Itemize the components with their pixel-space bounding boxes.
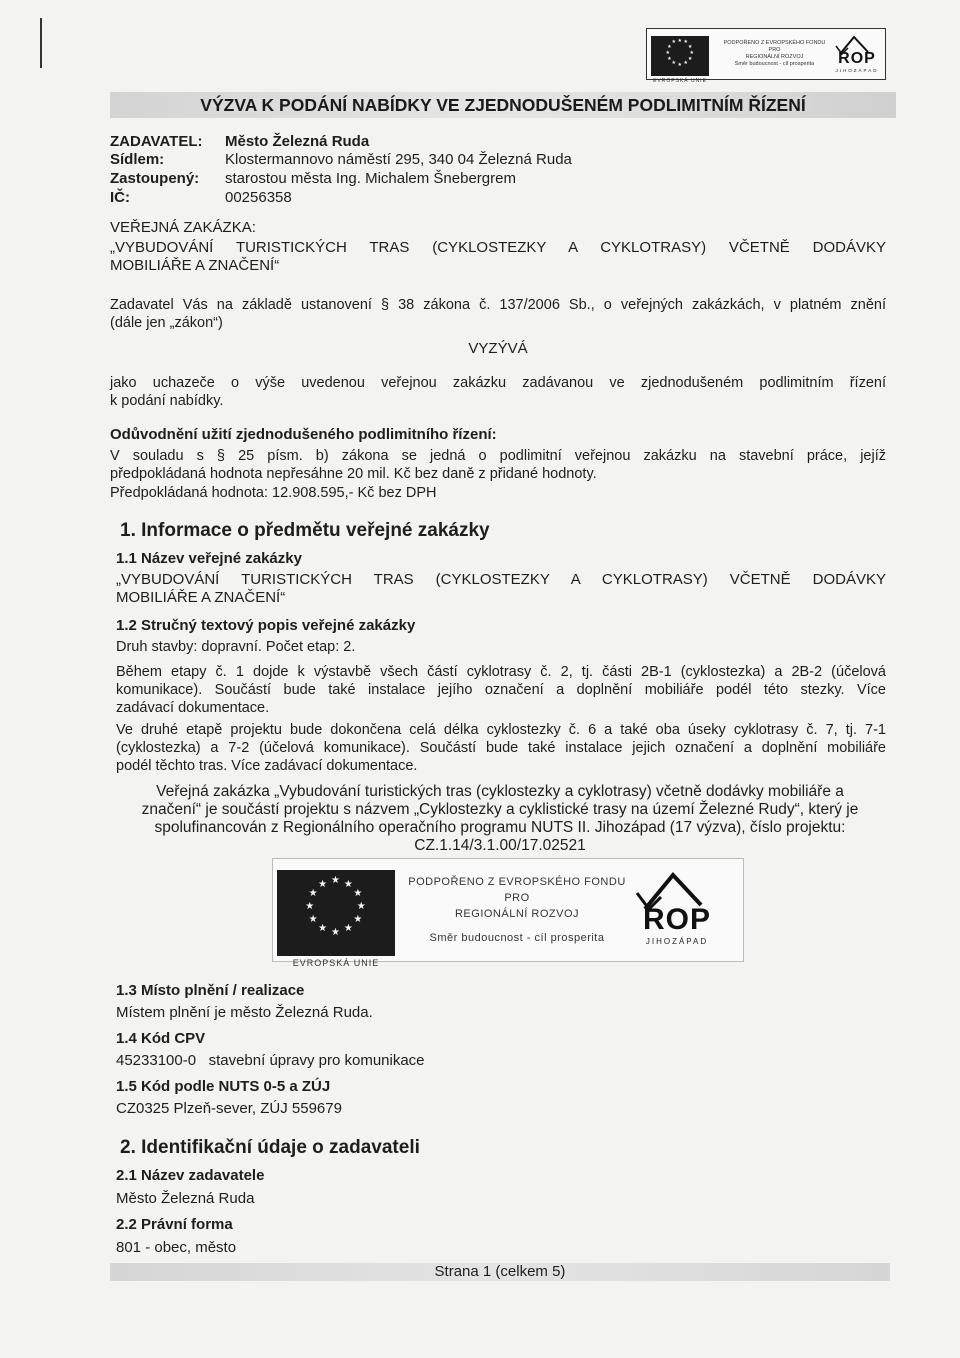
- intro-line-2: (dále jen „zákon“): [110, 315, 223, 331]
- justification-paragraph: [110, 447, 886, 483]
- eu-star-icon: ★: [331, 875, 340, 887]
- s12-p2-line-1: Během etapy č. 1 dojde k výstavbě všech částí cyklotrasy č. 2, tj. části 2B-1 (cyklostezka) a 2B-2 (účelová: [116, 664, 886, 680]
- funding-line-2: značení“ je součástí projektu s názvem „Cyklostezky a cyklistické trasy na území Železné Rudy“, který je: [141, 801, 859, 818]
- funding-line-4: CZ.1.14/3.1.00/17.02521: [414, 837, 586, 854]
- eu-star-icon: ★: [353, 913, 363, 925]
- justification-line-1: V souladu s § 25 písm. b) zákona se jedná o podlimitní veřejnou zakázku na stavební práce, jejíž: [110, 448, 886, 464]
- motto: Směr budoucnost - cíl prosperita: [734, 61, 815, 67]
- rop-arrow-icon: [834, 34, 874, 56]
- funding-line-1: Veřejná zakázka „Vybudování turistických tras (cyklostezky a cyklotrasy) včetně dodávky mobiliáře a: [156, 783, 844, 800]
- s12-title: 1.2 Stručný textový popis veřejné zakázky: [116, 617, 416, 634]
- intro-line-1: Zadavatel Vás na základě ustanovení § 38 zákona č. 137/2006 Sb., o veřejných zakázkách, v platném znění: [110, 297, 886, 313]
- eu-star-icon: ★: [308, 888, 318, 900]
- s12-p3-line-3: podél těchto tras. Více zadávací dokumentace.: [116, 758, 418, 774]
- fund-line-2: PRO: [504, 892, 530, 904]
- s11-line-2: MOBILIÁŘE A ZNAČENÍ“: [116, 589, 286, 606]
- ic-label: IČ:: [110, 189, 130, 206]
- eu-rop-logo-small: [646, 28, 886, 84]
- s12-p3-line-1: Ve druhé etapě projektu bude dokončena celá délka cyklostezky č. 6 a také oba úseky cyklotrasy č. 7, tj. 7-1: [116, 722, 886, 738]
- s15-title: 1.5 Kód podle NUTS 0-5 a ZÚJ: [116, 1078, 331, 1095]
- section-1-title: 1. Informace o předmětu veřejné zakázky: [120, 520, 490, 541]
- s12-p3: [116, 721, 886, 775]
- rop-mark: [627, 875, 727, 946]
- zastoupeny-value: starostou města Ing. Michalem Šnebergrem: [225, 170, 516, 187]
- eu-star-icon: ★: [667, 43, 672, 50]
- eu-caption: EVROPSKÁ UNIE: [292, 958, 380, 968]
- s13-value: Místem plnění je město Železná Ruda.: [116, 1004, 373, 1021]
- eu-star-icon: ★: [343, 878, 353, 890]
- s12-p2-line-2: komunikace). Součástí bude také instalace jejího označení a doplnění mobiliáře podél této stezky. Více: [116, 682, 886, 698]
- sidlo-value: Klostermannovo náměstí 295, 340 04 Železná Ruda: [225, 151, 572, 168]
- page-footer: Strana 1 (celkem 5): [110, 1263, 890, 1281]
- s14-title: 1.4 Kód CPV: [116, 1030, 206, 1047]
- zadavatel-label: ZADAVATEL:: [110, 133, 203, 150]
- rop-region: JIHOZÁPAD: [835, 67, 879, 73]
- eu-star-icon: ★: [665, 49, 670, 56]
- eu-star-icon: ★: [331, 926, 340, 938]
- eu-star-icon: ★: [343, 923, 353, 935]
- eu-star-icon: ★: [677, 37, 682, 44]
- s14-value: 45233100-0 stavební úpravy pro komunikace: [116, 1052, 425, 1069]
- scan-margin-line: [40, 18, 42, 68]
- motto: Směr budoucnost - cíl prosperita: [429, 932, 605, 944]
- eu-star-icon: ★: [356, 901, 366, 912]
- justification-heading: Odůvodnění užití zjednodušeného podlimitního řízení:: [110, 426, 497, 443]
- eu-star-icon: ★: [308, 913, 318, 925]
- rop-region: JIHOZÁPAD: [645, 936, 709, 946]
- eu-flag-icon: [277, 870, 395, 968]
- eu-star-icon: ★: [677, 61, 682, 68]
- contract-heading: VEŘEJNÁ ZAKÁZKA:: [110, 219, 256, 236]
- contract-name-line-2: MOBILIÁŘE A ZNAČENÍ“: [110, 257, 280, 274]
- eu-star-icon: ★: [667, 55, 672, 62]
- eu-rop-logo-large: [272, 858, 744, 968]
- s11-title: 1.1 Název veřejné zakázky: [116, 550, 302, 567]
- eu-caption: EVROPSKÁ UNIE: [653, 78, 707, 84]
- s21-value: Město Železná Ruda: [116, 1190, 255, 1207]
- rop-mark: [832, 36, 882, 73]
- fund-line-1: PODPOŘENO Z EVROPSKÉHO FONDU: [408, 876, 626, 888]
- eu-flag-icon: [651, 36, 709, 84]
- fund-line-3: REGIONÁLNÍ ROZVOJ: [454, 908, 580, 920]
- section-2-title: 2. Identifikační údaje o zadavateli: [120, 1137, 420, 1158]
- fund-text: [717, 40, 832, 68]
- s12-p2: [116, 663, 886, 717]
- s13-title: 1.3 Místo plnění / realizace: [116, 982, 305, 999]
- intro-paragraph: [110, 296, 886, 332]
- eu-star-icon: ★: [689, 49, 694, 56]
- eu-star-icon: ★: [683, 39, 688, 46]
- s22-value: 801 - obec, město: [116, 1239, 237, 1256]
- eu-star-icon: ★: [318, 878, 328, 890]
- justification-line-2: předpokládaná hodnota nepřesáhne 20 mil. Kč bez daně z přidané hodnoty.: [110, 466, 597, 482]
- calls-word: VYZÝVÁ: [468, 340, 528, 357]
- invite-line-1: jako uchazeče o výše uvedenou veřejnou zakázku zadávanou ve zjednodušeném podlimitním řízení: [110, 375, 886, 391]
- invite-paragraph: [110, 374, 886, 410]
- estimated-value: Předpokládaná hodnota: 12.908.595,- Kč bez DPH: [110, 485, 437, 501]
- contract-name-line-1: „VYBUDOVÁNÍ TURISTICKÝCH TRAS (CYKLOSTEZKY A CYKLOTRASY) VČETNĚ DODÁVKY: [110, 239, 886, 256]
- rop-word: ROP: [838, 49, 876, 67]
- s11-name: [116, 571, 886, 607]
- zastoupeny-label: Zastoupený:: [110, 170, 200, 187]
- sidlo-label: Sídlem:: [110, 151, 165, 168]
- eu-star-icon: ★: [671, 39, 676, 46]
- rop-arrow-icon: [633, 869, 713, 913]
- s22-title: 2.2 Právní forma: [116, 1216, 233, 1233]
- ic-value: 00256358: [225, 189, 292, 206]
- eu-star-icon: ★: [671, 59, 676, 66]
- rop-word: ROP: [642, 902, 711, 936]
- document-title: VÝZVA K PODÁNÍ NABÍDKY VE ZJEDNODUŠENÉM PODLIMITNÍM ŘÍZENÍ: [110, 92, 896, 118]
- funding-paragraph: [120, 783, 880, 855]
- s12-p3-line-2: (cyklostezka) a 7-2 (účelová komunikace). Součástí bude také instalace jejich označení a doplnění mobiliáře: [116, 740, 886, 756]
- fund-line-1: PODPOŘENO Z EVROPSKÉHO FONDU: [723, 40, 826, 46]
- invite-line-2: k podání nabídky.: [110, 393, 224, 409]
- eu-star-icon: ★: [687, 43, 693, 50]
- eu-star-icon: ★: [305, 901, 315, 912]
- s21-title: 2.1 Název zadavatele: [116, 1167, 265, 1184]
- s11-line-1: „VYBUDOVÁNÍ TURISTICKÝCH TRAS (CYKLOSTEZKY A CYKLOTRASY) VČETNĚ DODÁVKY: [116, 571, 886, 588]
- fund-text: [407, 874, 627, 946]
- contract-name: [110, 239, 886, 275]
- s12-p2-line-3: zadávací dokumentace.: [116, 700, 270, 716]
- eu-star-icon: ★: [687, 55, 693, 62]
- eu-star-icon: ★: [353, 888, 363, 900]
- s12-p1: Druh stavby: dopravní. Počet etap: 2.: [116, 639, 356, 655]
- eu-star-icon: ★: [683, 59, 688, 66]
- s15-value: CZ0325 Plzeň-sever, ZÚJ 559679: [116, 1100, 342, 1117]
- fund-line-3: REGIONÁLNÍ ROZVOJ: [745, 54, 804, 60]
- eu-star-icon: ★: [318, 923, 328, 935]
- funding-line-3: spolufinancován z Regionálního operačního programu NUTS II. Jihozápad (17 výzva), číslo projektu:: [154, 819, 846, 836]
- zadavatel-value: Město Železná Ruda: [225, 133, 370, 150]
- fund-line-2: PRO: [768, 47, 781, 53]
